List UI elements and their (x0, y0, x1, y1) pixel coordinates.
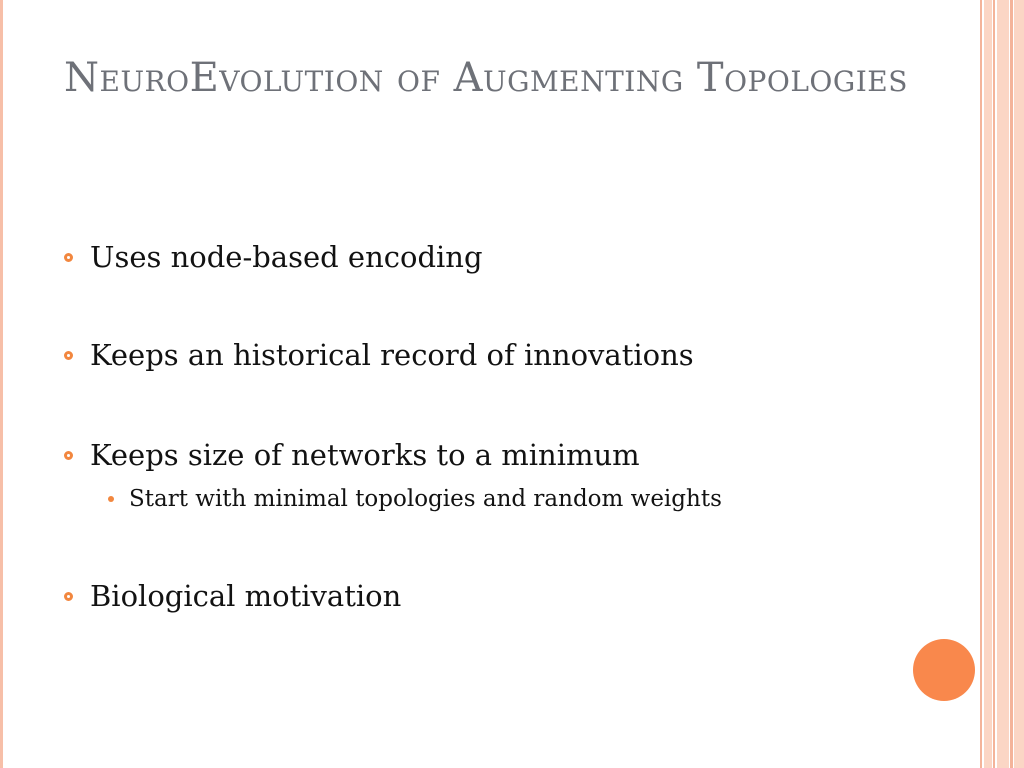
decorative-circle (913, 639, 975, 701)
bullet-text: Uses node-based encoding (90, 240, 483, 274)
bullet-text: Keeps an historical record of innovations (90, 338, 694, 372)
bullet-item (64, 240, 483, 274)
bullet-text: Keeps size of networks to a minimum (90, 438, 640, 472)
slide-title: NeuroEvolution of Augmenting Topologies (64, 55, 908, 101)
bullet-ring-icon (64, 451, 73, 460)
sub-bullet-dot-icon (108, 496, 114, 502)
bullet-item (64, 438, 640, 472)
right-stripe (984, 0, 992, 768)
bullet-ring-icon (64, 592, 73, 601)
left-border-stripe (0, 0, 3, 768)
right-stripe (993, 0, 995, 768)
right-stripe (1014, 0, 1024, 768)
bullet-item (64, 579, 401, 613)
right-stripe (997, 0, 1009, 768)
sub-bullet-text: Start with minimal topologies and random weights (129, 486, 722, 512)
right-stripe (980, 0, 982, 768)
right-stripe (1010, 0, 1013, 768)
sub-bullet-item (108, 486, 722, 512)
bullet-ring-icon (64, 351, 73, 360)
bullet-item (64, 338, 694, 372)
bullet-ring-icon (64, 253, 73, 262)
bullet-text: Biological motivation (90, 579, 402, 613)
